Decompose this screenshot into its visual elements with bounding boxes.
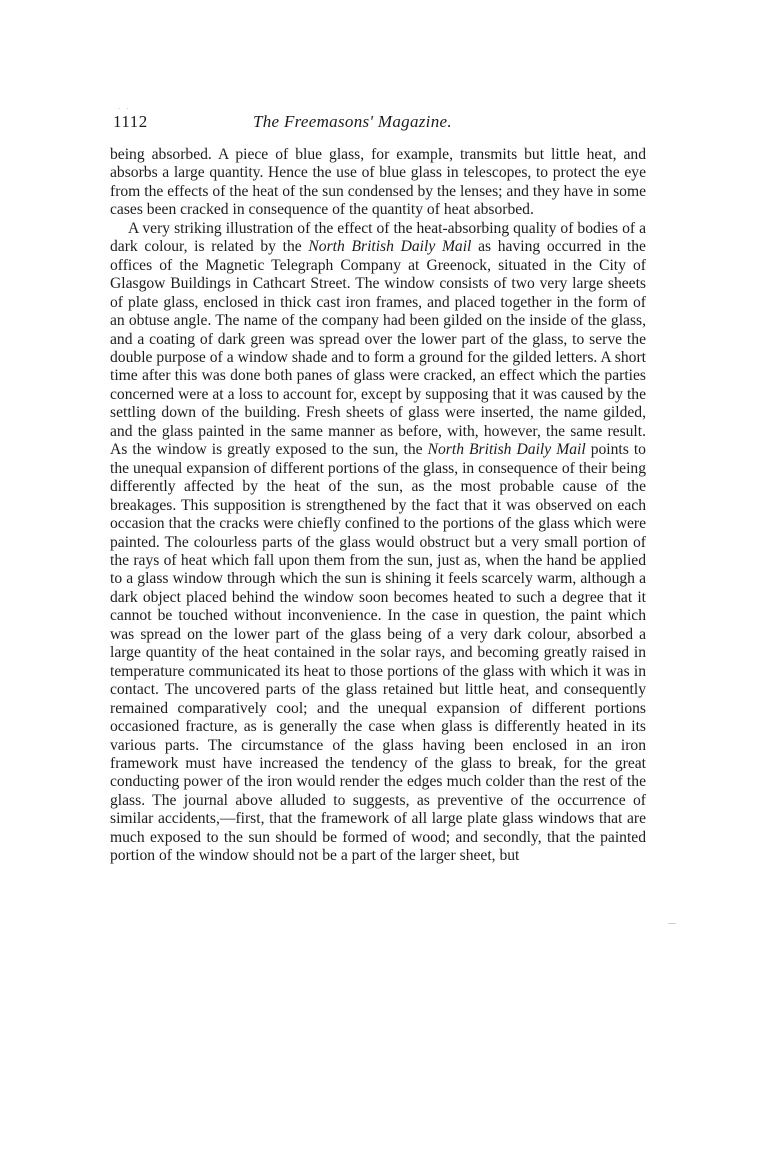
page-number: 1112 xyxy=(113,112,148,131)
paragraph-text: points to the unequal expansion of different portions of the glass, in consequence of their being differently affected by the heat of the sun, as the most probable cause of the breakages. This supposition is strengthened by the fact that it was observed on each occasion that the cracks were chiefly confined to the portions of the glass which were painted. The colourless parts of the glass would obstruct but a very small portion of the rays of heat which fall upon them from the sun, just as, when the hand be applied to a glass window through which the sun is shining it feels scarcely warm, although a dark object placed behind the window soon becomes heated to such a degree that it cannot be touched without inconvenience. In the case in question, the paint which was spread on the lower part of the glass being of a very dark colour, absorbed a large quantity of the heat contained in the solar rays, and becoming greatly raised in temperature communicated its heat to those portions of the glass with which it was in contact. The uncovered parts of the glass retained but little heat, and consequently remained comparatively cool; and the unequal expansion of different portions occasioned fracture, as is generally the case when glass is differently heated in its various parts. The circumstance of the glass having been enclosed in an iron framework must have increased the tendency of the glass to break, for the great conducting power of the iron would render the edges much colder than the rest of the glass. The journal above alluded to suggests, as preventive of the occurrence of similar accidents,—first, that the framework of all large plate glass windows that are much exposed to the sun should be formed of wood; and secondly, that the painted portion of the window should not be a part of the larger sheet, but xyxy=(110,441,646,865)
article-body xyxy=(110,146,646,866)
newspaper-title: North British Daily Mail xyxy=(427,441,586,459)
paragraph-text: as having occurred in the offices of the Magnetic Telegraph Company at Greenock, situated in the City of Glasgow Buildings in Cathcart Street. The window consists of two very large sheets of plate glass, enclosed in thick cast iron frames, and placed together in the form of an obtuse angle. The name of the company had been gilded on the inside of the glass, and a coating of dark green was spread over the lower part of the glass, to serve the double purpose of a window shade and to form a ground for the gilded letters. A short time after this was done both panes of glass were cracked, an effect which the parties concerned were at a loss to account for, except by supposing that it was caused by the settling down of the building. Fresh sheets of glass were inserted, the name gilded, and the glass painted in the same manner as before, with, however, the same result. As the window is greatly exposed to the sun, the xyxy=(110,238,646,459)
margin-mark xyxy=(668,923,676,924)
newspaper-title: North British Daily Mail xyxy=(308,238,472,256)
page-header xyxy=(113,112,647,136)
paragraph-window-illustration xyxy=(110,220,646,866)
paragraph-text: A very striking illustration of the effect of the heat-absorbing quality of bodies of a dark colour, is related by the xyxy=(110,219,646,256)
running-title: The Freemasons' Magazine. xyxy=(253,112,452,131)
page-speckle: . . xyxy=(118,101,131,111)
paragraph-continuation: being absorbed. A piece of blue glass, for example, transmits but little heat, and absorbs a large quantity. Hence the use of blue glass in telescopes, to protect the eye from the effects of the heat of the sun condensed by the lenses; and they have in some cases been cracked in consequence of the quantity of heat absorbed. xyxy=(110,146,646,219)
